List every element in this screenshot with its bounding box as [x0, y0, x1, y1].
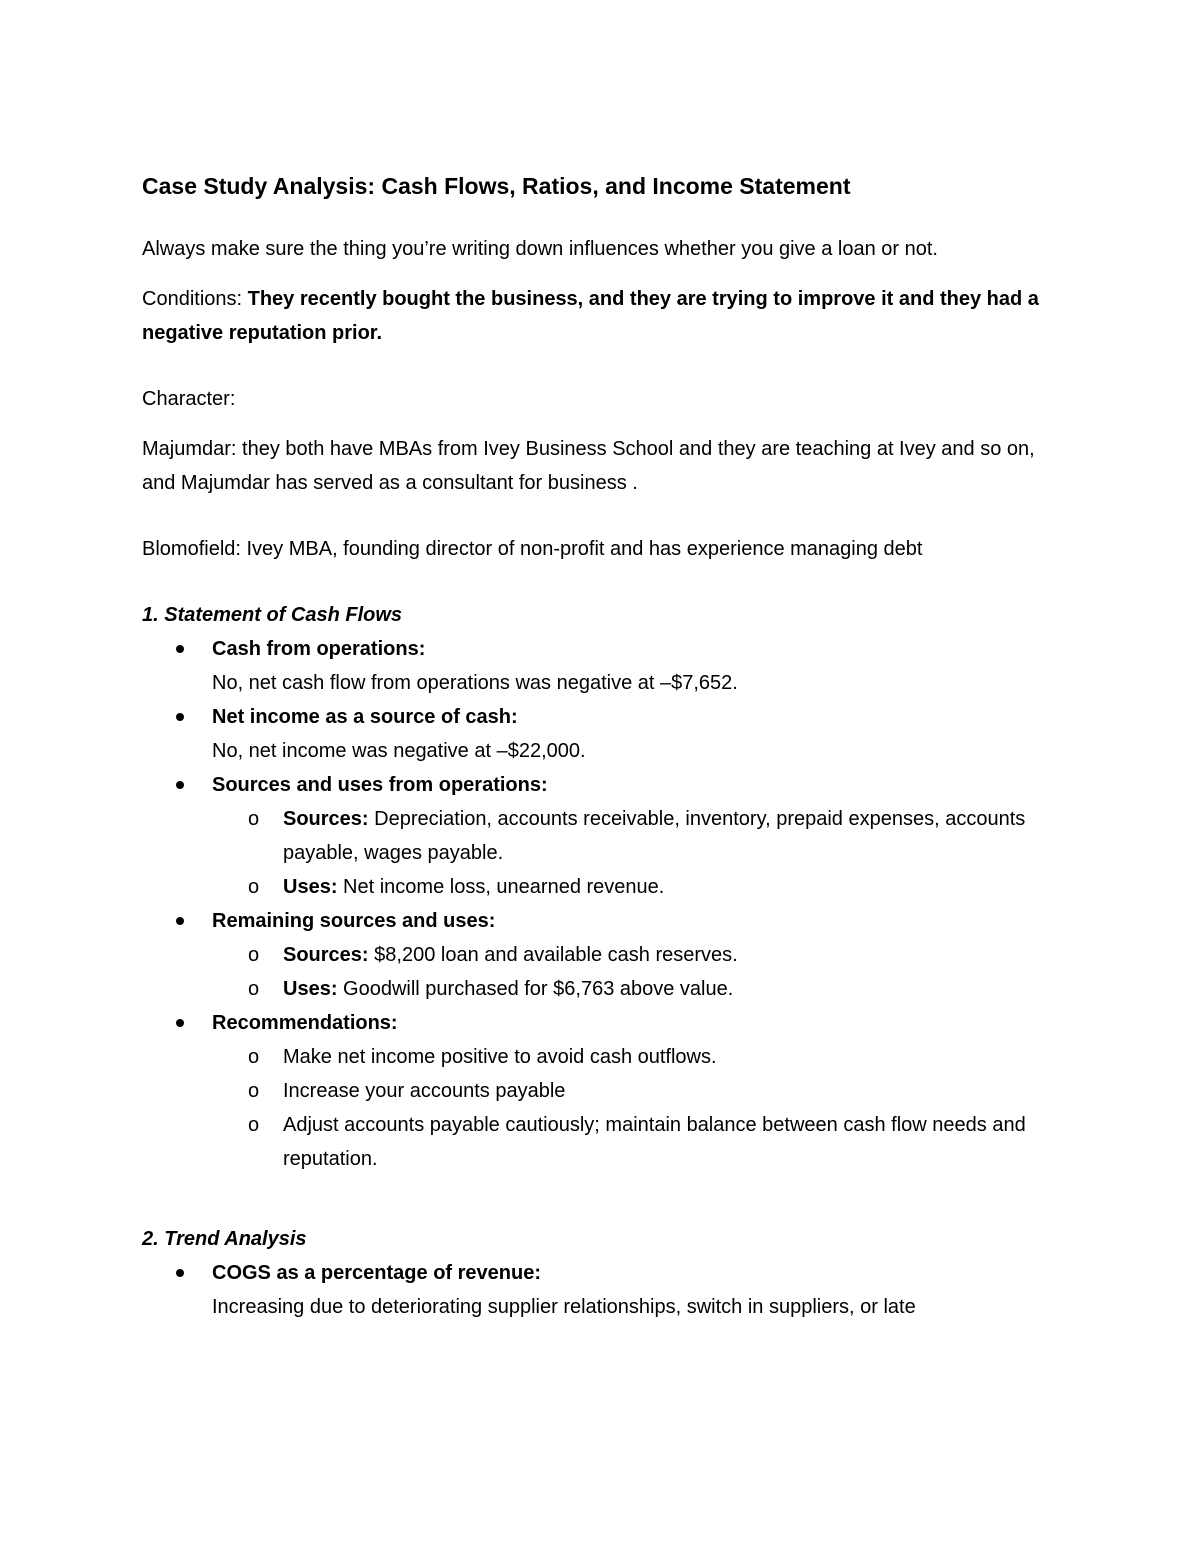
list-item: [142, 700, 1042, 768]
majumdar-paragraph: Majumdar: they both have MBAs from Ivey Business School and they are teaching at Ivey and so on, and Majumdar has served as a consultant for business .: [142, 438, 1035, 494]
bullet-label: Remaining sources and uses:: [212, 910, 496, 932]
sub-item-label: Uses:: [283, 876, 338, 898]
sub-list: [212, 1040, 1042, 1176]
list-item: [142, 768, 1042, 904]
sub-list-item: o Make net income positive to avoid cash outflows.: [212, 1040, 1042, 1074]
sub-list-item: [212, 938, 1042, 972]
cash-flows-list: [142, 632, 1042, 1176]
trend-analysis-list: [142, 1256, 1042, 1324]
bullet-label: Net income as a source of cash:: [212, 706, 518, 728]
conditions-paragraph: [142, 282, 1042, 350]
list-item: [142, 1256, 1042, 1324]
sub-list-item: [212, 802, 1042, 870]
sub-list: [212, 802, 1042, 904]
sub-item-text: Depreciation, accounts receivable, inventory, prepaid expenses, accounts payable, wages payable.: [283, 808, 1026, 864]
section-heading-cash-flows: 1. Statement of Cash Flows: [142, 604, 403, 626]
bullet-label: COGS as a percentage of revenue:: [212, 1262, 542, 1284]
section-heading-trend-analysis: 2. Trend Analysis: [142, 1228, 307, 1250]
conditions-text: They recently bought the business, and they are trying to improve it and they had a negative reputation prior.: [142, 288, 1039, 344]
sub-list-item: o Increase your accounts payable: [212, 1074, 1042, 1108]
blomofield-paragraph: Blomofield: Ivey MBA, founding director of non-profit and has experience managing debt: [142, 538, 923, 560]
document-title: Case Study Analysis: Cash Flows, Ratios, and Income Statement: [142, 173, 851, 199]
sub-list-item: o Adjust accounts payable cautiously; maintain balance between cash flow needs and reputation.: [212, 1108, 1042, 1176]
sub-list-item: [212, 972, 1042, 1006]
sub-item-label: Sources:: [283, 808, 369, 830]
bullet-label: Cash from operations:: [212, 638, 426, 660]
list-item: [142, 904, 1042, 1006]
sub-item-label: Sources:: [283, 944, 369, 966]
document-page: [142, 168, 1042, 1324]
conditions-label: Conditions:: [142, 288, 248, 310]
sub-item-text: $8,200 loan and available cash reserves.: [368, 944, 738, 966]
sub-item-text: Goodwill purchased for $6,763 above value.: [337, 978, 734, 1000]
sub-list-item: [212, 870, 1042, 904]
bullet-text: No, net income was negative at –$22,000.: [212, 740, 586, 762]
bullet-text: Increasing due to deteriorating supplier relationships, switch in suppliers, or late: [212, 1296, 916, 1318]
list-item: [142, 1006, 1042, 1176]
intro-paragraph: Always make sure the thing you’re writing down influences whether you give a loan or not.: [142, 238, 938, 260]
character-label: Character:: [142, 388, 236, 410]
bullet-label: Recommendations:: [212, 1012, 398, 1034]
list-item: [142, 632, 1042, 700]
sub-list: [212, 938, 1042, 1006]
sub-item-label: Uses:: [283, 978, 338, 1000]
bullet-text: No, net cash flow from operations was negative at –$7,652.: [212, 672, 738, 694]
sub-item-text: Net income loss, unearned revenue.: [337, 876, 665, 898]
bullet-label: Sources and uses from operations:: [212, 774, 548, 796]
